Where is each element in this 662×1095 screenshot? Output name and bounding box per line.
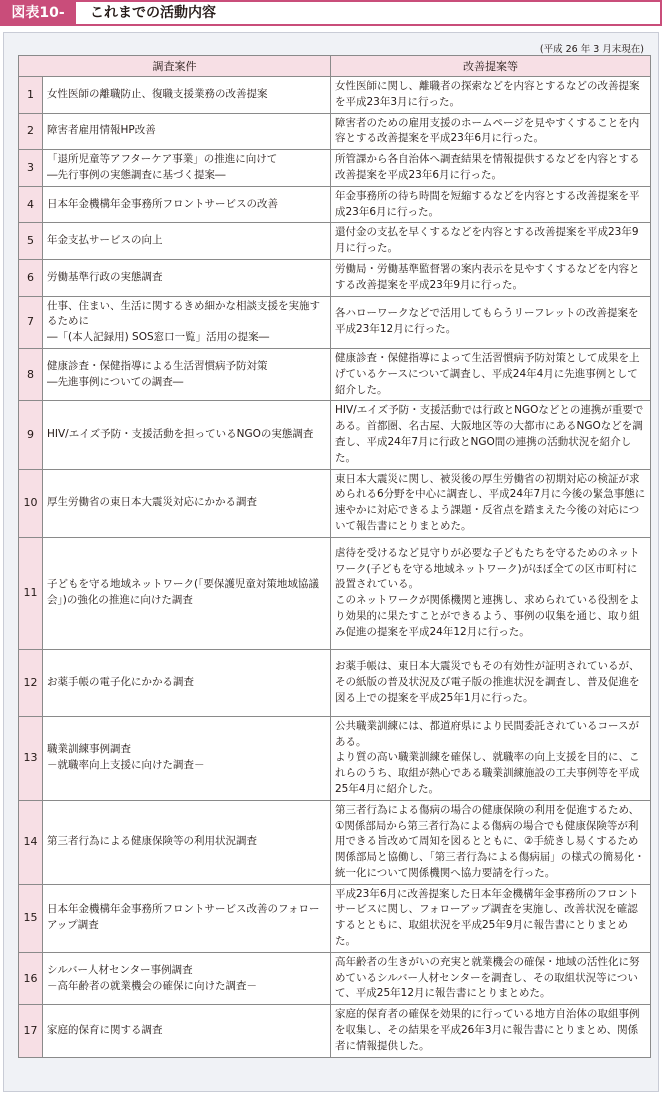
row-number: 3	[19, 150, 43, 187]
case-cell: お薬手帳の電子化にかかる調査	[43, 649, 331, 716]
case-cell: 年金支払サービスの向上	[43, 223, 331, 260]
row-number: 4	[19, 186, 43, 223]
table-row	[19, 952, 651, 1004]
figure-title: これまでの活動内容	[76, 0, 662, 26]
table-row	[19, 223, 651, 260]
row-number: 9	[19, 401, 43, 469]
case-cell: 子どもを守る地域ネットワーク(「要保護児童対策地域協議会」)の強化の推進に向けた調査	[43, 537, 331, 649]
table-row	[19, 259, 651, 296]
table-row	[19, 186, 651, 223]
table-row	[19, 77, 651, 114]
case-cell: HIV/エイズ予防・支援活動を担っているNGOの実態調査	[43, 401, 331, 469]
proposal-cell: 年金事務所の待ち時間を短縮するなどを内容とする改善提案を平成23年6月に行った。	[331, 186, 651, 223]
header-case: 調査案件	[19, 56, 331, 77]
case-cell: 日本年金機構年金事務所フロントサービス改善のフォローアップ調査	[43, 884, 331, 952]
proposal-cell: 労働局・労働基準監督署の案内表示を見やすくするなどを内容とする改善提案を平成23年9月に行った。	[331, 259, 651, 296]
case-cell: 家庭的保育に関する調査	[43, 1005, 331, 1057]
table-row	[19, 537, 651, 649]
proposal-cell: 平成23年6月に改善提案した日本年金機構年金事務所のフロントサービスに関し、フォローアップ調査を実施し、改善状況を確認するとともに、取組状況を平成25年9月に報告書にとりまとめた。	[331, 884, 651, 952]
proposal-cell: 健康診査・保健指導によって生活習慣病予防対策として成果を上げているケースについて調査し、平成24年4月に先進事例として紹介した。	[331, 348, 651, 400]
row-number: 1	[19, 77, 43, 114]
figure-header	[0, 0, 662, 26]
case-cell: 厚生労働省の東日本大震災対応にかかる調査	[43, 469, 331, 537]
row-number: 16	[19, 952, 43, 1004]
proposal-cell: 公共職業訓練には、都道府県により民間委託されているコースがある。 より質の高い職業訓練を確保し、就職率の向上支援を目的に、これらのうち、取組が熱心である職業訓練施設の工夫事例等を平成25年4月に紹介した。	[331, 716, 651, 800]
case-cell: 第三者行為による健康保険等の利用状況調査	[43, 800, 331, 884]
proposal-cell: 還付金の支払を早くするなどを内容とする改善提案を平成23年9月に行った。	[331, 223, 651, 260]
proposal-cell: 各ハローワークなどで活用してもらうリーフレットの改善提案を平成23年12月に行った。	[331, 296, 651, 348]
table-header-row	[19, 56, 651, 77]
proposal-cell: 東日本大震災に関し、被災後の厚生労働省の初期対応の検証が求められる6分野を中心に調査し、平成24年7月に今後の緊急事態に速やかに対応できるよう課題・反省点を踏まえた今後の対応について報告書にとりまとめた。	[331, 469, 651, 537]
case-cell: 女性医師の離職防止、復職支援業務の改善提案	[43, 77, 331, 114]
row-number: 11	[19, 537, 43, 649]
proposal-cell: 第三者行為による傷病の場合の健康保険の利用を促進するため、①関係部局から第三者行為による傷病の場合でも健康保険等が利用できる旨改めて周知を図るとともに、②手続きし易くするため関係部局と協働し、「第三者行為による傷病届」の様式の簡易化・統一化について関係機関へ協力要請を行った。	[331, 800, 651, 884]
figure-label: 図表10-	[0, 0, 76, 26]
case-cell: 職業訓練事例調査 －就職率向上支援に向けた調査－	[43, 716, 331, 800]
case-cell: 労働基準行政の実態調査	[43, 259, 331, 296]
row-number: 6	[19, 259, 43, 296]
proposal-cell: 虐待を受けるなど見守りが必要な子どもたちを守るためのネットワーク(子どもを守る地域ネットワーク)がほぼ全ての区市町村に設置されている。 このネットワークが関係機関と連携し、求められている役割をより効果的に果たすことができるよう、事例の収集を通じ、取り組み促進の提案を平成24年12月に行った。	[331, 537, 651, 649]
case-cell: 健康診査・保健指導による生活習慣病予防対策 ―先進事例についての調査―	[43, 348, 331, 400]
table-row	[19, 800, 651, 884]
as-of-date: (平成 26 年 3 月末現在)	[539, 44, 644, 55]
table-row	[19, 716, 651, 800]
row-number: 17	[19, 1005, 43, 1057]
case-cell: 仕事、住まい、生活に関するきめ細かな相談支援を実施するために ―「(本人記録用) SOS窓口一覧」活用の提案―	[43, 296, 331, 348]
row-number: 8	[19, 348, 43, 400]
row-number: 2	[19, 113, 43, 150]
table-row	[19, 401, 651, 469]
row-number: 14	[19, 800, 43, 884]
table-row	[19, 348, 651, 400]
table-row	[19, 113, 651, 150]
activities-table	[18, 55, 651, 1058]
table-row	[19, 296, 651, 348]
row-number: 7	[19, 296, 43, 348]
figure-panel	[3, 32, 659, 1092]
table-row	[19, 469, 651, 537]
row-number: 5	[19, 223, 43, 260]
table-row	[19, 1005, 651, 1057]
proposal-cell: 家庭的保育者の確保を効果的に行っている地方自治体の取組事例を収集し、その結果を平成26年3月に報告書にとりまとめ、関係者に情報提供した。	[331, 1005, 651, 1057]
case-cell: 「退所児童等アフターケア事業」の推進に向けて ―先行事例の実態調査に基づく提案―	[43, 150, 331, 187]
proposal-cell: HIV/エイズ予防・支援活動では行政とNGOなどとの連携が重要である。首都圏、名古屋、大阪地区等の大都市にあるNGOなどを調査し、平成24年7月に行政とNGO間の連携の活動状況を紹介した。	[331, 401, 651, 469]
row-number: 10	[19, 469, 43, 537]
proposal-cell: 所管課から各自治体へ調査結果を情報提供するなどを内容とする改善提案を平成23年6月に行った。	[331, 150, 651, 187]
proposal-cell: 障害者のための雇用支援のホームページを見やすくすることを内容とする改善提案を平成23年6月に行った。	[331, 113, 651, 150]
proposal-cell: 高年齢者の生きがいの充実と就業機会の確保・地域の活性化に努めているシルバー人材センターを調査し、その取組状況等について、平成25年12月に報告書にとりまとめた。	[331, 952, 651, 1004]
case-cell: 日本年金機構年金事務所フロントサービスの改善	[43, 186, 331, 223]
proposal-cell: 女性医師に関し、離職者の探索などを内容とするなどの改善提案を平成23年3月に行った。	[331, 77, 651, 114]
case-cell: シルバー人材センター事例調査 －高年齢者の就業機会の確保に向けた調査－	[43, 952, 331, 1004]
row-number: 13	[19, 716, 43, 800]
table-row	[19, 884, 651, 952]
header-proposal: 改善提案等	[331, 56, 651, 77]
case-cell: 障害者雇用情報HP改善	[43, 113, 331, 150]
row-number: 15	[19, 884, 43, 952]
table-row	[19, 150, 651, 187]
proposal-cell: お薬手帳は、東日本大震災でもその有効性が証明されているが、その紙版の普及状況及び電子版の推進状況を調査し、普及促進を図る上での提案を平成25年1月に行った。	[331, 649, 651, 716]
table-row	[19, 649, 651, 716]
row-number: 12	[19, 649, 43, 716]
